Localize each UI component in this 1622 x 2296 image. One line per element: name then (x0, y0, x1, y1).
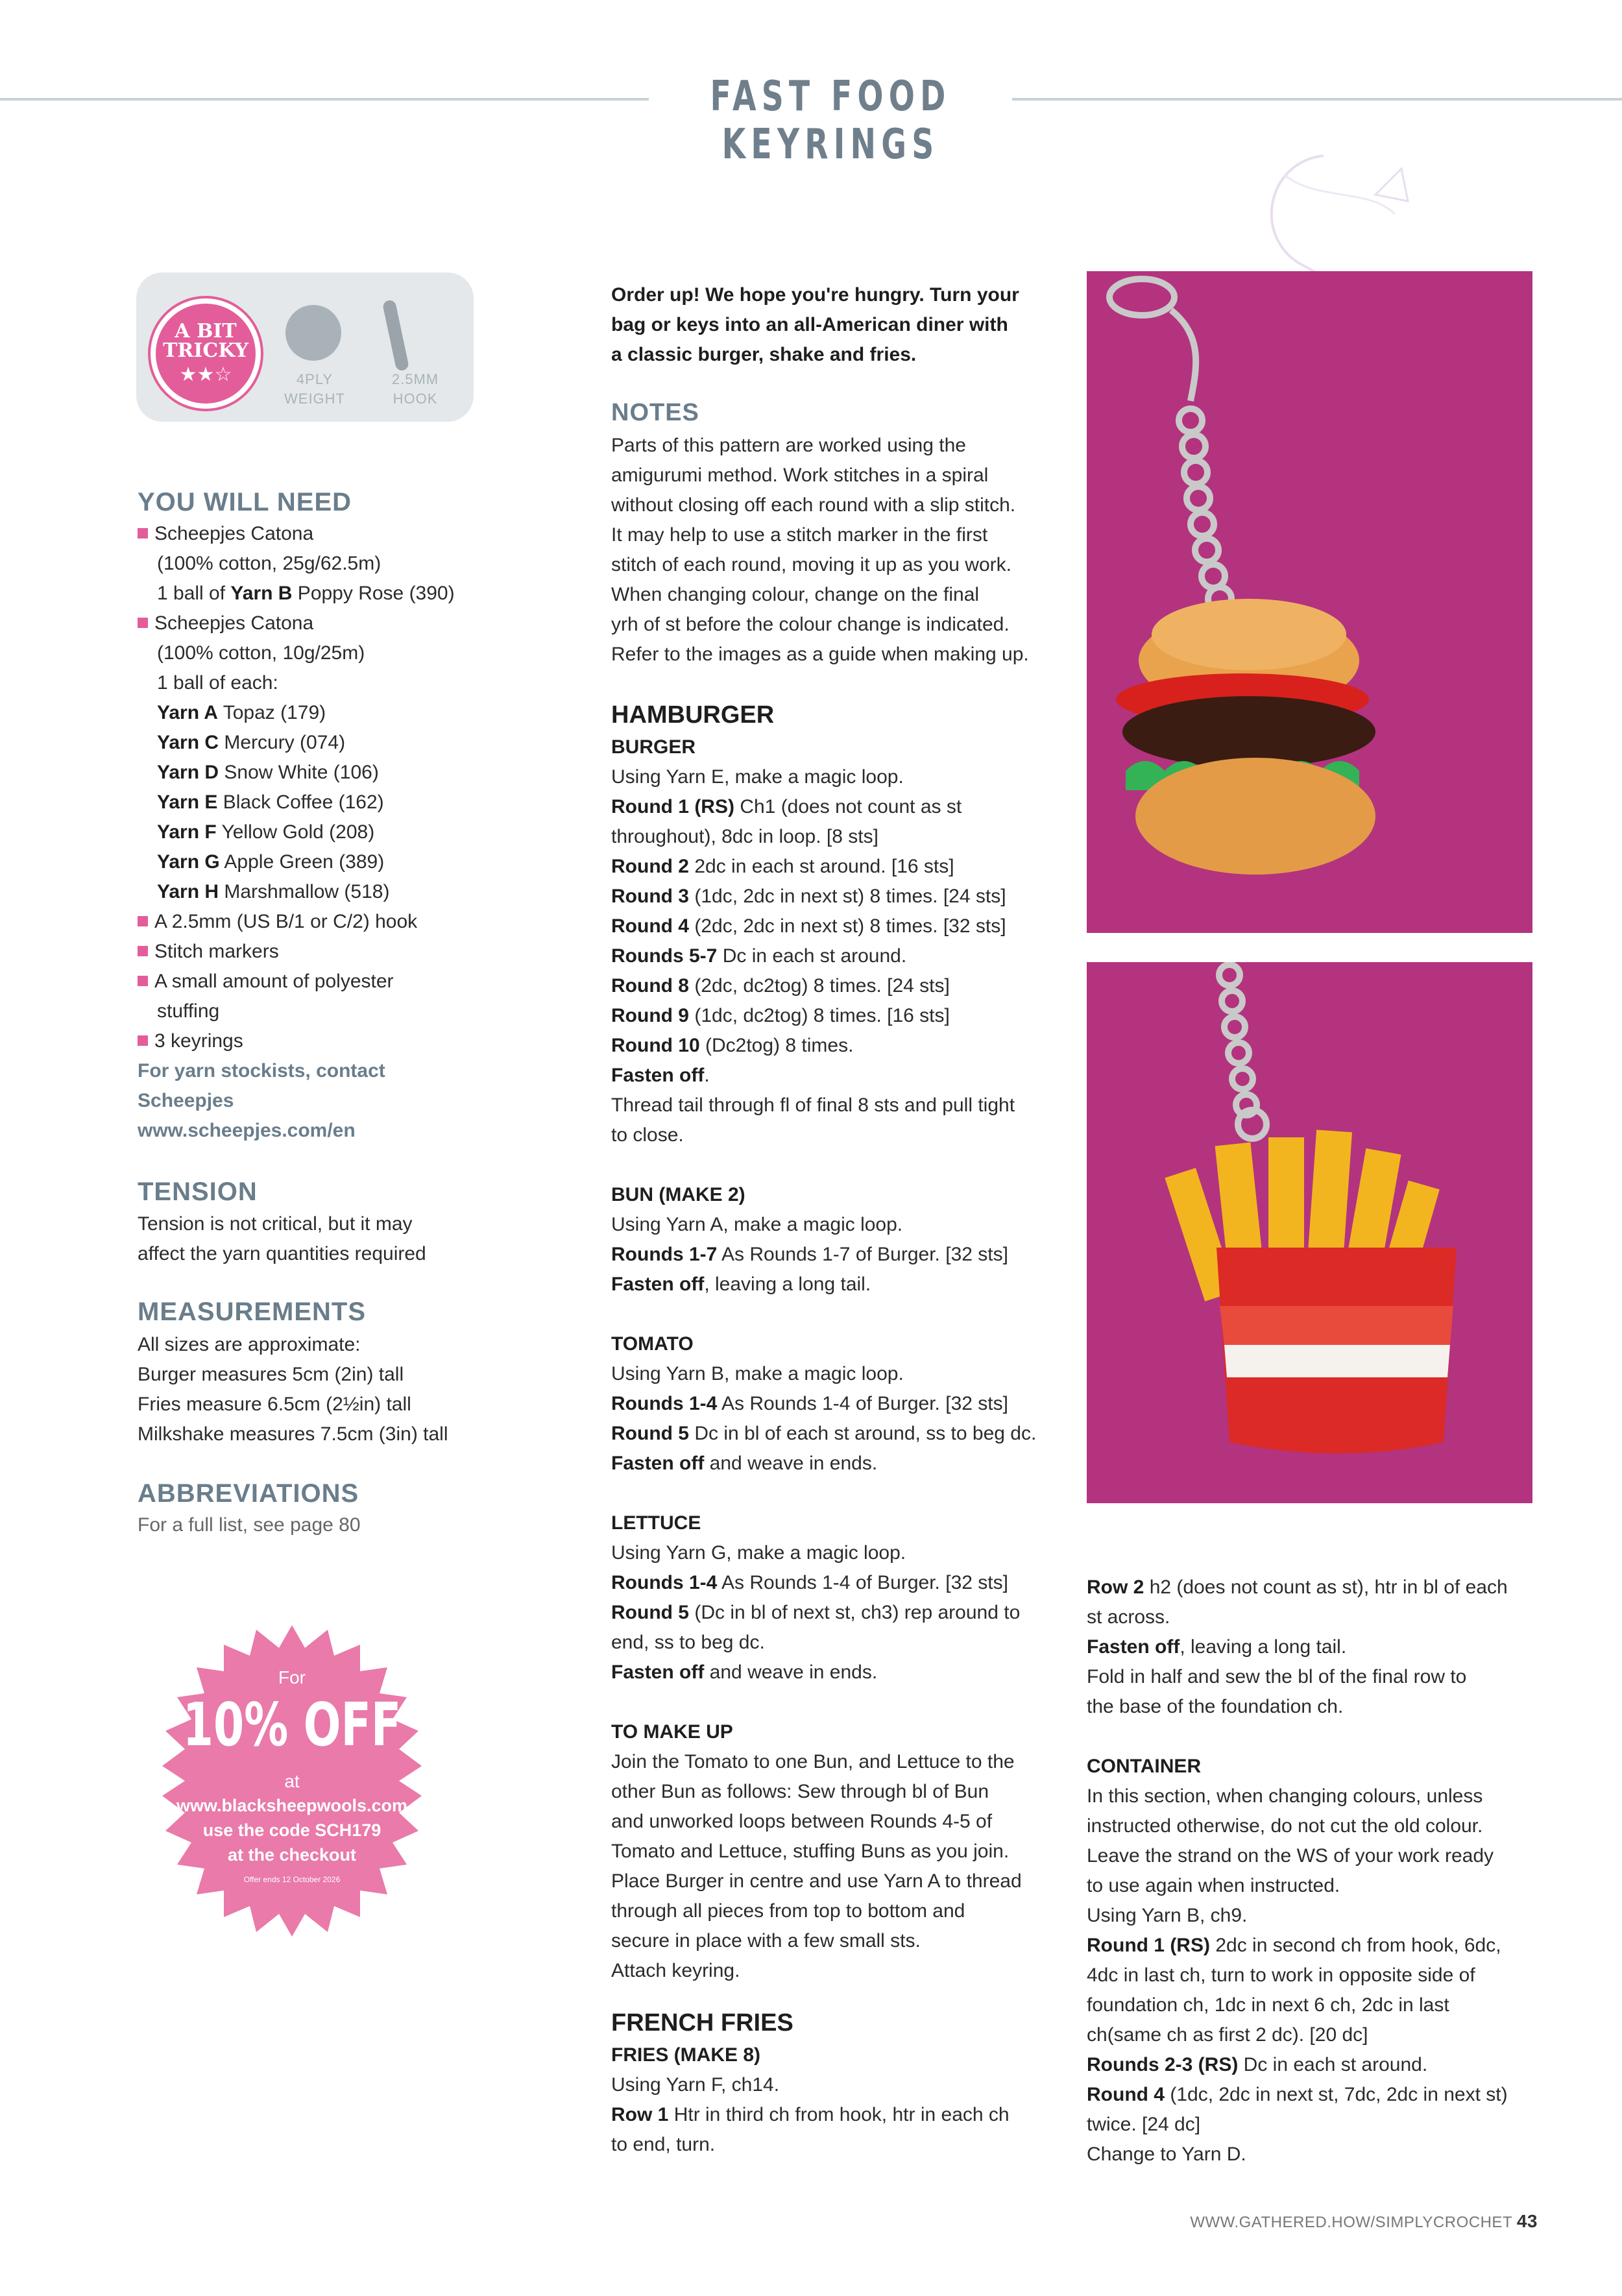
yarn-item (138, 788, 501, 817)
notes-line: It may help to use a stitch marker in the first (611, 524, 988, 546)
material-markers: Stitch markers (138, 937, 501, 967)
page-number: 43 (1516, 2211, 1538, 2231)
burger-round-9 (611, 1001, 1078, 1031)
fries-fold-cont: the base of the foundation ch. (1087, 1696, 1344, 1717)
round-label: Round 1 (RS) (1087, 1935, 1210, 1956)
difficulty-stars: ★★☆ (179, 363, 232, 386)
fasten-text: . (704, 1065, 710, 1086)
fries-line: Using Yarn F, ch14. (611, 2074, 780, 2096)
material-stuffing: A small amount of polyester (138, 967, 501, 997)
promo-offer: 10% OFF (182, 1690, 402, 1759)
burger-round-10 (611, 1031, 1078, 1061)
material-catona-1: Scheepjes Catona (138, 519, 501, 549)
header-rule-right (1012, 98, 1622, 101)
measurements-heading: MEASUREMENTS (138, 1298, 367, 1326)
fasten-label: Fasten off (611, 1274, 705, 1295)
container-round-1 (1087, 1931, 1541, 1961)
difficulty-line1: A BIT (175, 320, 237, 343)
burger-round-3 (611, 882, 1078, 912)
make-up-line: Tomato and Lettuce, stuffing Buns as you join. (611, 1841, 1010, 1862)
burger-illustration (1087, 271, 1532, 933)
fries-fold: Fold in half and sew the bl of the final row to (1087, 1666, 1467, 1687)
page-footer (1187, 2211, 1538, 2232)
hook-line2: HOOK (393, 391, 438, 407)
round-label: Round 8 (611, 975, 689, 997)
fasten-label: Fasten off (611, 1662, 705, 1683)
round-text: (Dc2tog) 8 times. (699, 1035, 854, 1056)
burger-thread-cont: to close. (611, 1124, 684, 1146)
round-label: Rounds 1-4 (611, 1393, 718, 1414)
row-label: Row 2 (1087, 1577, 1144, 1598)
lettuce-fasten-off (611, 1658, 1078, 1687)
round-label: Round 4 (611, 915, 689, 937)
promo-checkout: at the checkout (227, 1845, 357, 1865)
yarn-name: Yarn F (157, 821, 217, 843)
intro-line3: a classic burger, shake and fries. (611, 344, 917, 365)
row-text: Htr in third ch from hook, htr in each ch (668, 2104, 1010, 2125)
round-text: 2dc in each st around. [16 sts] (689, 856, 954, 877)
stockists-line2: Scheepjes (138, 1090, 234, 1111)
round-text: Dc in each st around. (717, 945, 907, 967)
fasten-text: and weave in ends. (704, 1662, 878, 1683)
burger-fasten-off (611, 1061, 1078, 1091)
promo-at: at (284, 1771, 300, 1791)
one-ball-each: 1 ball of each: (157, 672, 278, 694)
round-text: (2dc, 2dc in next st) 8 times. [32 sts] (689, 915, 1006, 937)
notes-line: yrh of st before the colour change is indicated. (611, 614, 1010, 635)
yarn-name: Yarn C (157, 732, 219, 753)
tomato-round-5 (611, 1419, 1078, 1449)
container-rounds-2-3 (1087, 2050, 1541, 2080)
notes-line: Parts of this pattern are worked using the (611, 435, 966, 456)
round-text: As Rounds 1-7 of Burger. [32 sts] (717, 1244, 1008, 1265)
container-heading: CONTAINER (1087, 1756, 1202, 1777)
burger-line: Using Yarn E, make a magic loop. (611, 766, 904, 788)
yarn-item (138, 758, 501, 788)
fries-row-2 (1087, 1573, 1541, 1602)
hamburger-section (611, 697, 1078, 2160)
fries-row-1 (611, 2100, 1078, 2130)
make-up-line: Join the Tomato to one Bun, and Lettuce to the (611, 1751, 1015, 1772)
hook-line1: 2.5MM (391, 371, 439, 387)
container-change: Change to Yarn D. (1087, 2144, 1246, 2165)
yarn-color: Snow White (106) (219, 762, 379, 783)
yarn-b-color: Poppy Rose (390) (292, 583, 455, 604)
yarn-color: Apple Green (389) (219, 851, 385, 873)
container-line: instructed otherwise, do not cut the old colour. (1087, 1815, 1483, 1837)
french-fries-heading: FRENCH FRIES (611, 2009, 793, 2036)
burger-keyring-photo (1087, 271, 1532, 933)
tomato-heading: TOMATO (611, 1333, 694, 1355)
yarn-name: Yarn D (157, 762, 219, 783)
row-text: h2 (does not count as st), htr in bl of each (1144, 1577, 1508, 1598)
abbreviations-text: For a full list, see page 80 (138, 1514, 361, 1536)
round-label: Rounds 1-7 (611, 1244, 718, 1265)
yarn-name: Yarn A (157, 702, 218, 723)
promo-code: use the code SCH179 (202, 1820, 381, 1840)
make-up-line: through all pieces from top to bottom and (611, 1900, 965, 1922)
tomato-line: Using Yarn B, make a magic loop. (611, 1363, 904, 1384)
container-line: Leave the strand on the WS of your work ready (1087, 1845, 1494, 1867)
yarn-color: Marshmallow (518) (219, 881, 390, 902)
container-round-1-cont: foundation ch, 1dc in next 6 ch, 2dc in last (1087, 1994, 1449, 2016)
make-up-heading: TO MAKE UP (611, 1721, 733, 1743)
round-label: Round 1 (RS) (611, 796, 734, 817)
intro-line2: bag or keys into an all-American diner with (611, 314, 1008, 335)
round-text: Ch1 (does not count as st (734, 796, 962, 817)
round-text: (1dc, dc2tog) 8 times. [16 sts] (689, 1005, 950, 1026)
fries-keyring-photo (1087, 962, 1532, 1503)
round-text: Dc in each st around. (1238, 2054, 1428, 2075)
yarn-color: Topaz (179) (217, 702, 326, 723)
yarn-item (138, 847, 501, 877)
container-round-4 (1087, 2080, 1541, 2110)
intro-line1: Order up! We hope you're hungry. Turn your (611, 284, 1019, 306)
measurements-line3: Fries measure 6.5cm (2½in) tall (138, 1394, 411, 1415)
abbreviations-heading: ABBREVIATIONS (138, 1479, 359, 1508)
container-line: Using Yarn B, ch9. (1087, 1905, 1248, 1926)
round-label: Rounds 1-4 (611, 1572, 718, 1593)
round-label: Round 4 (1087, 2084, 1165, 2105)
bun-heading: BUN (MAKE 2) (611, 1184, 745, 1205)
row-label: Row 1 (611, 2104, 669, 2125)
round-label: Round 9 (611, 1005, 689, 1026)
yarn-item (138, 698, 501, 728)
hamburger-heading: HAMBURGER (611, 701, 775, 729)
fries-row-2-cont: st across. (1087, 1606, 1170, 1628)
notes-line: Refer to the images as a guide when making up. (611, 644, 1029, 665)
measurements-line4: Milkshake measures 7.5cm (3in) tall (138, 1423, 448, 1445)
weight-line1: 4PLY (296, 371, 333, 387)
material-yarn-b (138, 579, 501, 609)
round-text: (1dc, 2dc in next st) 8 times. [24 sts] (689, 886, 1006, 907)
round-text: As Rounds 1-4 of Burger. [32 sts] (717, 1572, 1008, 1593)
round-label: Round 5 (611, 1423, 689, 1444)
round-label: Rounds 2-3 (RS) (1087, 2054, 1239, 2075)
you-will-need-heading: YOU WILL NEED (138, 488, 352, 516)
difficulty-line2: TRICKY (163, 339, 248, 362)
lettuce-line: Using Yarn G, make a magic loop. (611, 1542, 906, 1564)
fasten-text: , leaving a long tail. (704, 1274, 871, 1295)
yarn-item (138, 728, 501, 758)
yarn-color: Black Coffee (162) (217, 792, 384, 813)
footer-url[interactable]: WWW.GATHERED.HOW/SIMPLYCROCHET (1190, 2214, 1512, 2231)
tension-heading: TENSION (138, 1178, 258, 1206)
burger-round-8 (611, 971, 1078, 1001)
burger-thread: Thread tail through fl of final 8 sts and pull tight (611, 1094, 1015, 1116)
notes-line: without closing off each round with a slip stitch. (611, 494, 1016, 516)
measurements-line2: Burger measures 5cm (2in) tall (138, 1364, 404, 1385)
make-up-line: Place Burger in centre and use Yarn A to thread (611, 1870, 1022, 1892)
round-label: Round 5 (611, 1602, 689, 1623)
lettuce-round-5 (611, 1598, 1078, 1628)
fries-fasten-off (1087, 1632, 1541, 1662)
make-up-line: other Bun as follows: Sew through bl of Bun (611, 1781, 989, 1802)
burger-heading: BURGER (611, 736, 696, 758)
round-text: (1dc, 2dc in next st, 7dc, 2dc in next st) (1165, 2084, 1508, 2105)
material-catona-2: Scheepjes Catona (138, 609, 501, 638)
round-label: Round 3 (611, 886, 689, 907)
round-label: Rounds 5-7 (611, 945, 718, 967)
hook-label (373, 370, 457, 409)
intro (611, 280, 1072, 370)
tomato-fasten-off (611, 1449, 1078, 1479)
stockists-line1: For yarn stockists, contact (138, 1060, 385, 1082)
make-up-line: secure in place with a few small sts. (611, 1930, 921, 1952)
container-line: In this section, when changing colours, unless (1087, 1785, 1483, 1807)
yarn-name: Yarn H (157, 881, 219, 902)
fasten-text: and weave in ends. (704, 1453, 878, 1474)
round-text: (2dc, dc2tog) 8 times. [24 sts] (689, 975, 950, 997)
round-text: (Dc in bl of next st, ch3) rep around to (689, 1602, 1021, 1623)
fries-heading: FRIES (MAKE 8) (611, 2044, 761, 2066)
measurements-text (138, 1330, 501, 1449)
tension-line2: affect the yarn quantities required (138, 1243, 426, 1264)
make-up-line: and unworked loops between Rounds 4-5 of (611, 1811, 993, 1832)
material-stuffing-2: stuffing (157, 1000, 220, 1022)
stockists-link[interactable]: www.scheepjes.com/en (138, 1120, 356, 1141)
measurements-line1: All sizes are approximate: (138, 1334, 361, 1355)
promo-ends: Offer ends 12 October 2026 (243, 1875, 341, 1884)
fasten-label: Fasten off (611, 1065, 705, 1086)
notes-line: stitch of each round, moving it up as you work. (611, 554, 1011, 575)
tension-line1: Tension is not critical, but it may (138, 1213, 413, 1235)
weight-line2: WEIGHT (284, 391, 345, 407)
round-text: As Rounds 1-4 of Burger. [32 sts] (717, 1393, 1008, 1414)
round-label: Round 10 (611, 1035, 700, 1056)
lettuce-rounds-1-4 (611, 1568, 1078, 1598)
material-hook: A 2.5mm (US B/1 or C/2) hook (138, 907, 501, 937)
yarn-b-name: Yarn B (230, 583, 293, 604)
fries-row-1-cont: to end, turn. (611, 2134, 716, 2155)
bun-fasten-off (611, 1270, 1078, 1299)
page-title: FAST FOOD KEYRINGS (710, 73, 951, 169)
fasten-label: Fasten off (611, 1453, 705, 1474)
notes-line: When changing colour, change on the final (611, 584, 980, 605)
lettuce-heading: LETTUCE (611, 1512, 701, 1534)
materials-list (138, 519, 501, 1146)
header-rule-left (0, 98, 649, 101)
tension-text (138, 1209, 501, 1269)
material-catona-1-spec: (100% cotton, 25g/62.5m) (157, 553, 381, 574)
container-round-1-cont: 4dc in last ch, turn to work in opposite side of (1087, 1964, 1475, 1986)
notes-line: amigurumi method. Work stitches in a spiral (611, 465, 989, 486)
material-catona-2-spec: (100% cotton, 10g/25m) (157, 642, 365, 664)
container-line: to use again when instructed. (1087, 1875, 1340, 1896)
promo-for: For (278, 1667, 306, 1687)
fries-illustration (1087, 962, 1532, 1503)
burger-round-4 (611, 912, 1078, 941)
bun-rounds (611, 1240, 1078, 1270)
fasten-text: , leaving a long tail. (1180, 1636, 1347, 1658)
yarn-name: Yarn G (157, 851, 220, 873)
yarn-name: Yarn E (157, 792, 218, 813)
lettuce-round-5-cont: end, ss to beg dc. (611, 1632, 765, 1653)
notes-heading: NOTES (611, 399, 699, 426)
container-round-1-cont: ch(same ch as first 2 dc). [20 dc] (1087, 2024, 1368, 2046)
weight-label (272, 370, 357, 409)
burger-round-1-cont: throughout), 8dc in loop. [8 sts] (611, 826, 878, 847)
burger-round-1 (611, 792, 1078, 822)
fasten-label: Fasten off (1087, 1636, 1180, 1658)
burger-rounds-5-7 (611, 941, 1078, 971)
round-text: Dc in bl of each st around, ss to beg dc. (689, 1423, 1037, 1444)
yarn-item (138, 817, 501, 847)
notes-text (611, 431, 1078, 670)
burger-round-2 (611, 852, 1078, 882)
promo-site[interactable]: www.blacksheepwools.com (176, 1796, 408, 1815)
bun-line: Using Yarn A, make a magic loop. (611, 1214, 903, 1235)
container-round-4-cont: twice. [24 dc] (1087, 2114, 1201, 2135)
round-text: 2dc in second ch from hook, 6dc, (1209, 1935, 1501, 1956)
yarn-color: Mercury (074) (219, 732, 346, 753)
yarn-color: Yellow Gold (208) (216, 821, 375, 843)
difficulty-badge (151, 298, 261, 409)
tomato-rounds-1-4 (611, 1389, 1078, 1419)
fries-continued (1087, 1573, 1541, 2169)
round-label: Round 2 (611, 856, 689, 877)
yarn-item (138, 877, 501, 907)
make-up-line: Attach keyring. (611, 1960, 740, 1981)
ball-of-text: 1 ball of (157, 583, 231, 604)
material-keyrings: 3 keyrings (138, 1026, 501, 1056)
yarn-ball-icon (285, 305, 341, 361)
